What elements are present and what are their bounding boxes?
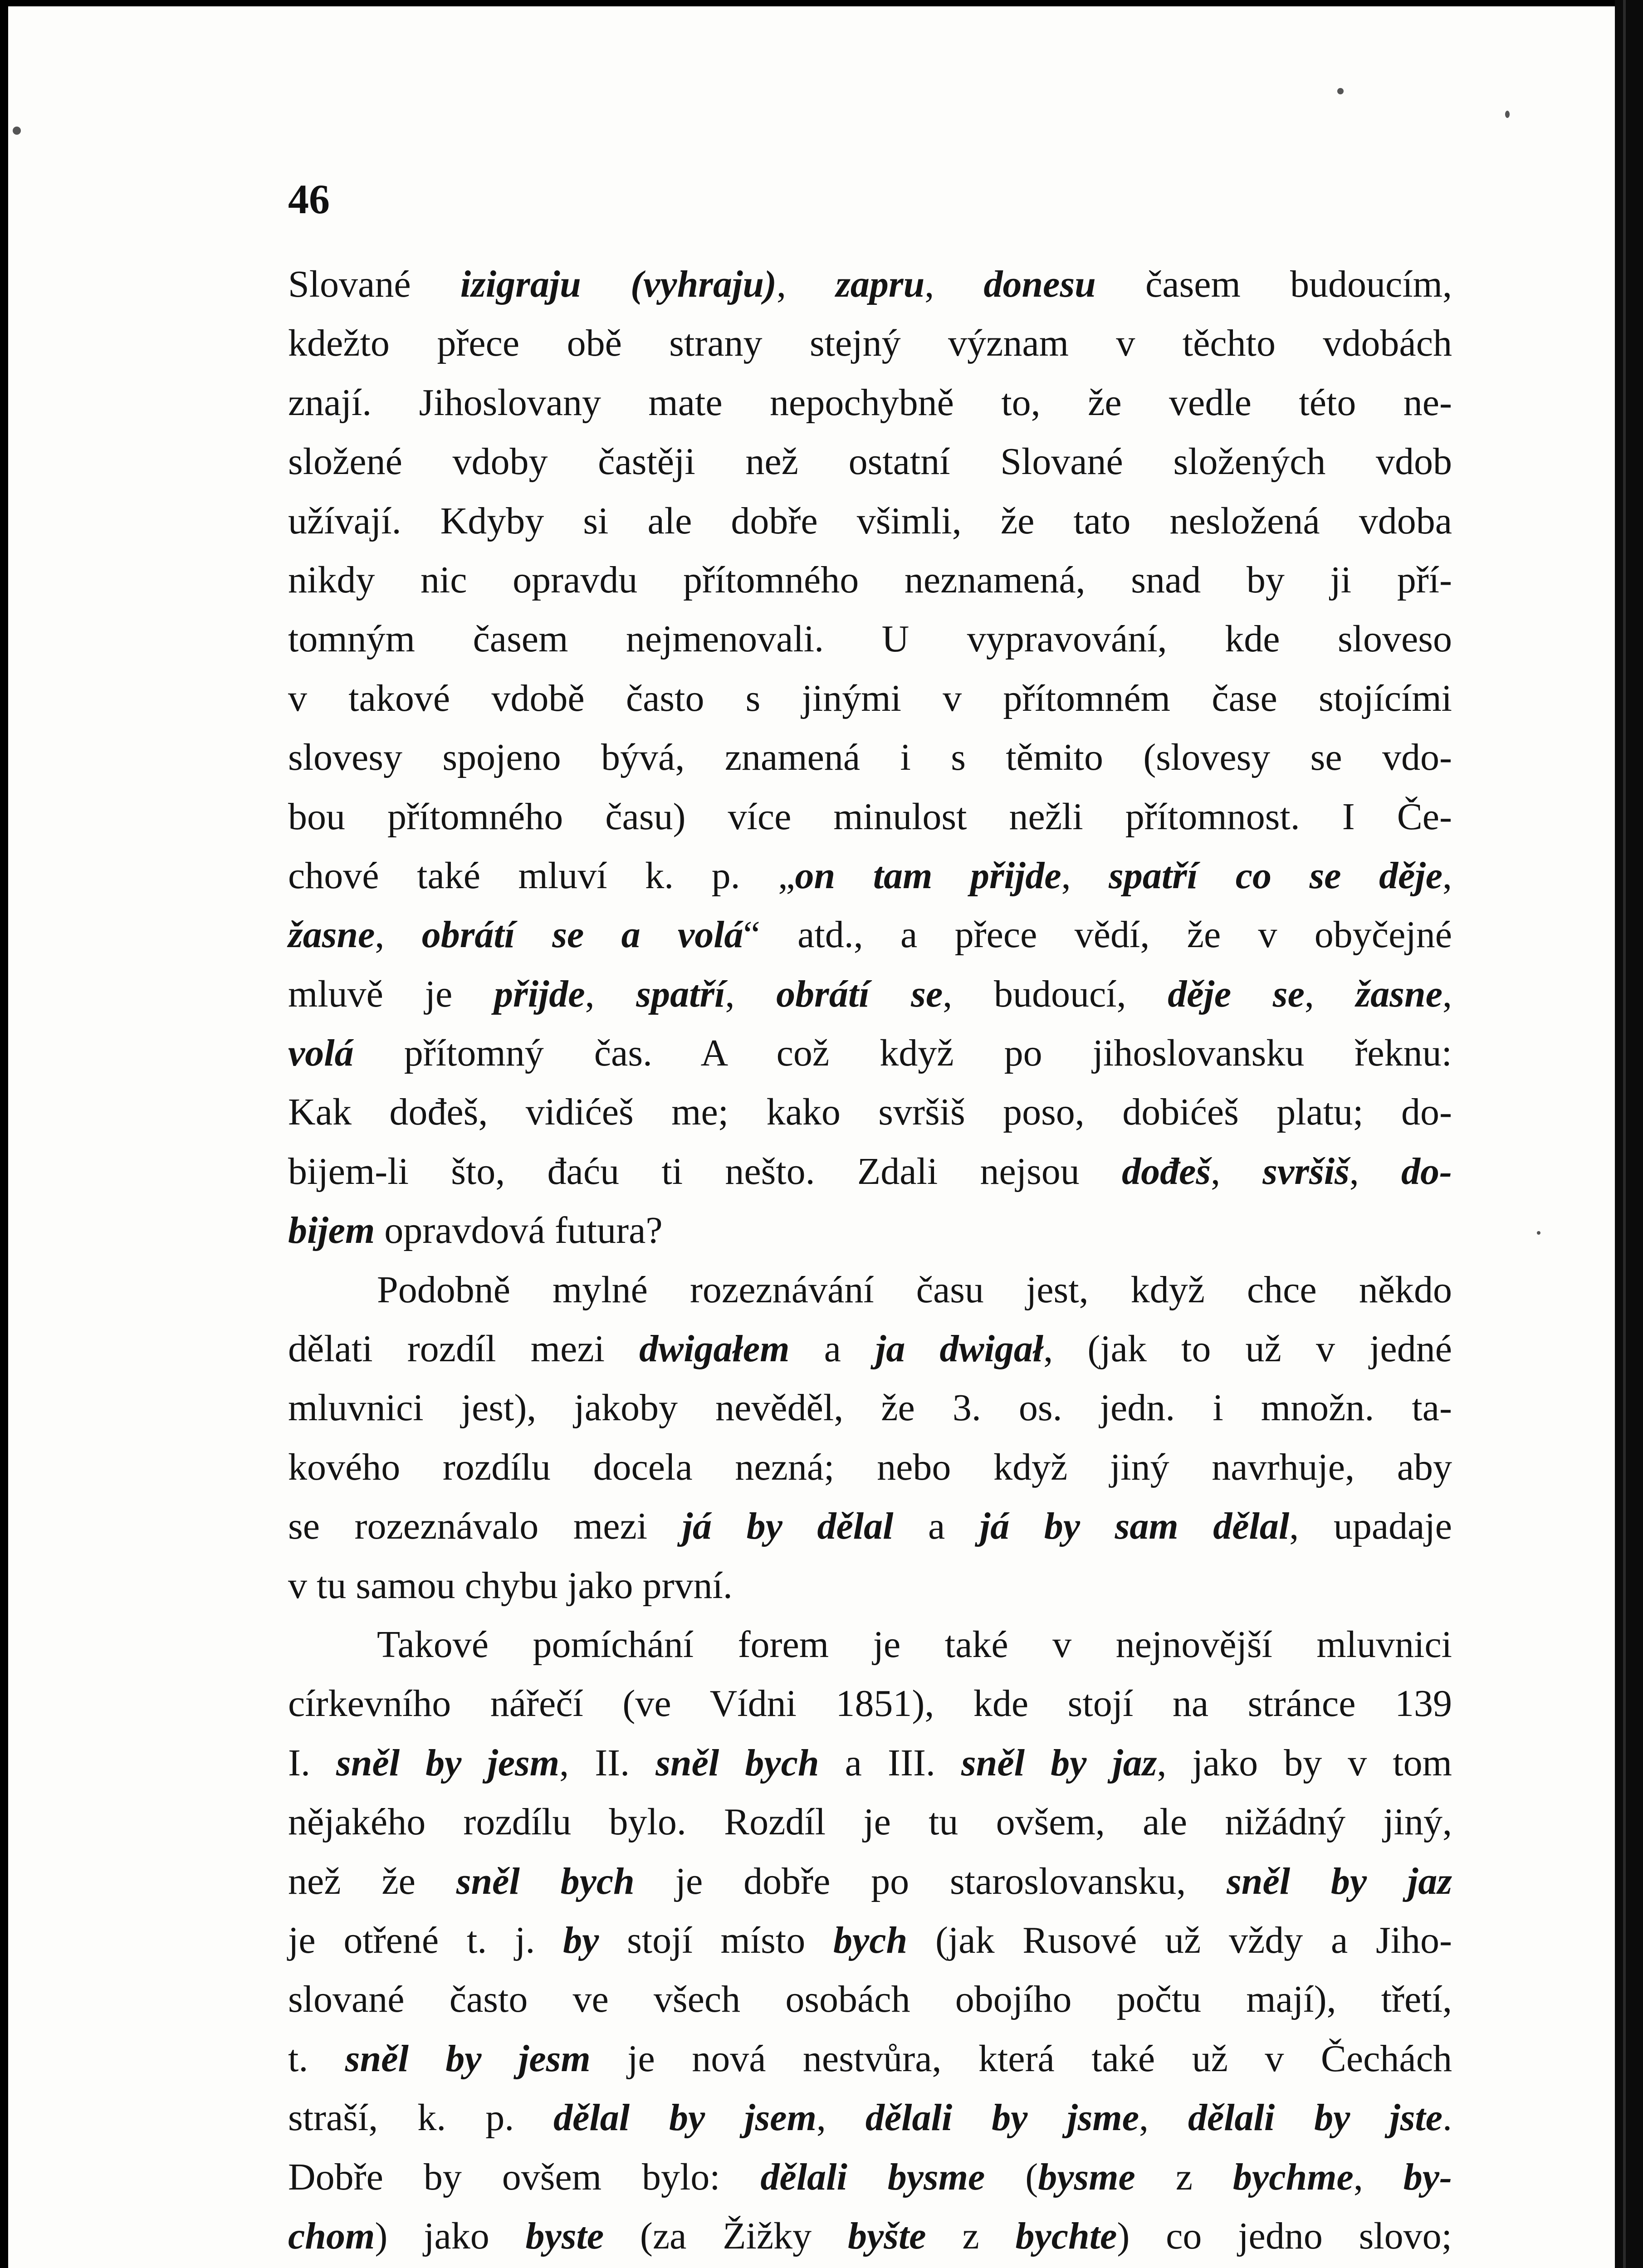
text-run: mluvě je — [288, 973, 494, 1015]
text-run: složené vdoby častěji než ostatní Slované složených vdob — [288, 440, 1452, 483]
text-run: , — [924, 263, 984, 305]
italic-run: já by dělal — [682, 1505, 894, 1548]
text-run: z — [926, 2214, 1016, 2257]
text-run: církevního nářečí (ve Vídni 1851), kde stojí na stránce 139 — [288, 1682, 1452, 1725]
italic-run: sněl by jaz — [1227, 1860, 1452, 1902]
italic-run: bychte — [1015, 2214, 1117, 2257]
text-run: , — [375, 914, 422, 956]
italic-run: děje se — [1168, 973, 1305, 1015]
italic-run: dwigałem — [639, 1328, 790, 1370]
text-run: je dobře po staroslovansku, — [634, 1860, 1227, 1902]
text-line — [288, 1378, 1452, 1437]
text-run: nikdy nic opravdu přítomného neznamená, snad by ji pří- — [288, 558, 1452, 601]
text-line — [288, 1674, 1452, 1733]
italic-run: žasne — [1355, 973, 1443, 1015]
text-run: tomným časem nejmenovali. U vypravování, kde sloveso — [288, 618, 1452, 660]
text-run: než že — [288, 1860, 456, 1902]
text-line — [288, 255, 1452, 314]
text-run: , (jak to už v jedné — [1043, 1328, 1452, 1370]
italic-run: volá — [288, 1032, 354, 1075]
text-line — [288, 1556, 1452, 1615]
text-run: slovesy spojeno bývá, znamená i s těmito (slovesy se vdo- — [288, 736, 1452, 779]
scan-edge — [1615, 0, 1643, 2268]
text-run: , — [816, 2097, 866, 2139]
text-run: nějakého rozdílu bylo. Rozdíl je tu ovšem, ale nižádný jiný, — [288, 1801, 1452, 1843]
italic-run: sněl by jesm — [336, 1741, 560, 1784]
italic-run: sněl bych — [655, 1741, 819, 1784]
text-line — [288, 1083, 1452, 1142]
text-line — [288, 905, 1452, 964]
text-run: ) jako — [375, 2214, 526, 2257]
text-run: (jak Rusové už vždy a Jiho- — [907, 1919, 1452, 1961]
text-line — [288, 1793, 1452, 1852]
italic-run: spatří — [636, 973, 725, 1015]
text-run: , — [725, 973, 777, 1015]
text-run: , — [777, 263, 836, 305]
text-run: stojí místo — [599, 1919, 833, 1961]
text-run: v tu samou chybu jako první. — [288, 1564, 733, 1607]
text-line — [288, 432, 1452, 491]
italic-run: přijde — [494, 973, 585, 1015]
text-run: , — [1139, 2097, 1188, 2139]
text-run: , — [1304, 973, 1356, 1015]
text-run: je otřené t. j. — [288, 1919, 563, 1961]
text-run: a — [893, 1505, 980, 1548]
text-run: (za Žižky — [604, 2214, 848, 2257]
text-line — [288, 965, 1452, 1024]
italic-run: sněl by jaz — [961, 1741, 1157, 1784]
text-run: Slované — [288, 263, 460, 305]
text-line — [288, 787, 1452, 846]
italic-run: on tam přijde — [795, 854, 1061, 897]
text-run: , — [1353, 2156, 1403, 2198]
text-run: ) co jedno slovo; — [1117, 2214, 1452, 2257]
text-run: , budoucí, — [943, 973, 1168, 1015]
text-run: dělati rozdíl mezi — [288, 1328, 640, 1370]
italic-run: dođeš — [1122, 1150, 1211, 1193]
print-speck — [13, 127, 21, 135]
text-run: bou přítomného času) více minulost nežli přítomnost. I Če- — [288, 795, 1452, 838]
text-line — [288, 1261, 1452, 1320]
text-run: , upadaje — [1289, 1505, 1452, 1548]
italic-run: dělal by jsem — [553, 2097, 817, 2139]
text-run: mluvnici jest), jakoby nevěděl, že 3. os. jedn. i množn. ta- — [288, 1387, 1452, 1429]
text-line — [288, 669, 1452, 728]
text-run: , — [1211, 1150, 1263, 1193]
text-line — [288, 314, 1452, 373]
text-run: , — [585, 973, 636, 1015]
text-line — [288, 1438, 1452, 1497]
italic-run: byšte — [847, 2214, 926, 2257]
text-run: chové také mluví k. p. „ — [288, 854, 795, 897]
book-page — [8, 6, 1615, 2268]
text-line — [288, 373, 1452, 432]
text-line — [288, 1201, 1452, 1260]
italic-run: já by sam dělal — [979, 1505, 1290, 1548]
page-number: 46 — [288, 176, 330, 222]
italic-run: obrátí se — [776, 973, 943, 1015]
italic-run: zapru — [836, 263, 925, 305]
text-line — [288, 2148, 1452, 2207]
italic-run: bychme — [1232, 2156, 1354, 2198]
italic-run: svršiš — [1262, 1150, 1350, 1193]
italic-run: bijem — [288, 1209, 375, 1252]
text-run: , — [1061, 854, 1109, 897]
text-run: t. — [288, 2037, 345, 2080]
text-run: , — [1443, 854, 1452, 897]
text-line — [288, 1970, 1452, 2029]
text-run: Dobře by ovšem bylo: — [288, 2156, 761, 2198]
text-run: Takové pomíchání forem je také v nejnovější mluvnici — [377, 1623, 1452, 1666]
text-line — [288, 1024, 1452, 1083]
text-line — [288, 1497, 1452, 1556]
text-run: kdežto přece obě strany stejný význam v těchto vdobách — [288, 322, 1452, 365]
text-line — [288, 846, 1452, 905]
text-run: slované často ve všech osobách obojího počtu mají), třetí, — [288, 1978, 1452, 2021]
text-run: užívají. Kdyby si ale dobře všimli, že tato nesložená vdoba — [288, 499, 1452, 542]
text-line — [288, 728, 1452, 787]
text-line — [288, 2029, 1452, 2088]
italic-run: žasne — [288, 914, 375, 956]
text-run: je nová nestvůra, která také už v Čechách — [590, 2037, 1452, 2080]
text-run: ( — [985, 2156, 1038, 2198]
text-run: znají. Jihoslovany mate nepochybně to, že vedle této ne- — [288, 381, 1452, 424]
text-line — [288, 610, 1452, 669]
text-run: přítomný čas. A což když po jihoslovansku řeknu: — [353, 1032, 1452, 1075]
text-run: a III. — [819, 1741, 961, 1784]
text-run: straší, k. p. — [288, 2097, 554, 2139]
italic-run: chom — [288, 2214, 375, 2257]
text-line — [288, 2266, 1452, 2268]
text-run: Podobně mylné rozeznávání času jest, když chce někdo — [377, 1268, 1452, 1311]
text-line — [288, 1320, 1452, 1378]
text-line — [288, 1911, 1452, 1970]
text-run: bijem-li što, đaću ti nešto. Zdali nejsou — [288, 1150, 1122, 1193]
print-speck — [1537, 1231, 1540, 1235]
body-text — [288, 255, 1452, 2268]
text-run: , II. — [559, 1741, 656, 1784]
text-run: kového rozdílu docela nezná; nebo když jiný navrhuje, aby — [288, 1446, 1452, 1488]
italic-run: spatří co se děje — [1109, 854, 1443, 897]
italic-run: byste — [525, 2214, 604, 2257]
text-run: a — [789, 1328, 876, 1370]
text-run: . — [1443, 2097, 1452, 2139]
text-line — [288, 1142, 1452, 1201]
italic-run: izigraju (vyhraju) — [460, 263, 777, 305]
italic-run: by- — [1403, 2156, 1452, 2198]
italic-run: donesu — [983, 263, 1096, 305]
italic-run: sněl by jesm — [345, 2037, 591, 2080]
text-line — [288, 1615, 1452, 1674]
text-line — [288, 551, 1452, 610]
text-run: , — [1349, 1150, 1402, 1193]
text-run: z — [1135, 2156, 1233, 2198]
italic-run: obrátí se a volá — [421, 914, 743, 956]
italic-run: dělali by jste — [1188, 2097, 1443, 2139]
text-line — [288, 1734, 1452, 1793]
text-run: opravdová futura? — [375, 1209, 663, 1252]
text-line — [288, 2207, 1452, 2266]
print-speck — [1337, 88, 1344, 94]
text-run: , — [1443, 973, 1452, 1015]
italic-run: by — [563, 1919, 599, 1961]
text-run: časem budoucím, — [1095, 263, 1452, 305]
italic-run: bych — [833, 1919, 908, 1961]
print-speck — [1505, 111, 1510, 118]
text-line — [288, 492, 1452, 551]
italic-run: ja dwigał — [875, 1328, 1044, 1370]
text-line — [288, 1852, 1452, 1911]
italic-run: dělali bysme — [760, 2156, 985, 2198]
text-line — [288, 2088, 1452, 2147]
italic-run: bysme — [1038, 2156, 1135, 2198]
italic-run: dělali by jsme — [865, 2097, 1139, 2139]
italic-run: do- — [1401, 1150, 1452, 1193]
text-run: v takové vdobě často s jinými v přítomném čase stojícími — [288, 677, 1452, 719]
text-run: I. — [288, 1741, 337, 1784]
text-run: , jako by v tom — [1157, 1741, 1452, 1784]
italic-run: sněl bych — [456, 1860, 635, 1902]
text-run: Kak dođeš, vidićeš me; kako svršiš poso, dobićeš platu; do- — [288, 1091, 1452, 1134]
text-run: se rozeznávalo mezi — [288, 1505, 682, 1548]
text-run: “ atd., a přece vědí, že v obyčejné — [743, 914, 1452, 956]
